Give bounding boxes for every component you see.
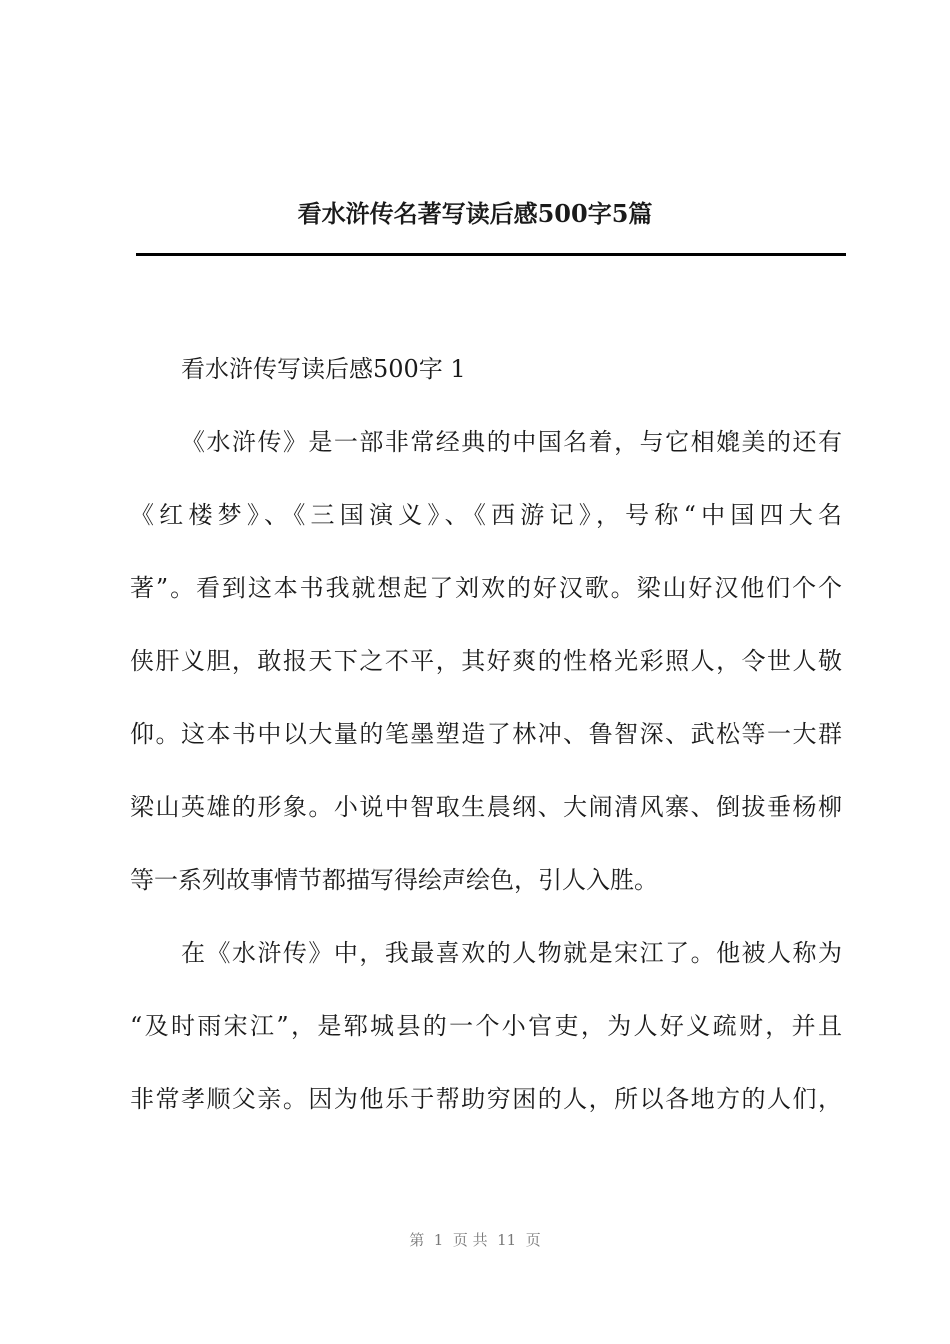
paragraph-1-line: 《水浒传》是一部非常经典的中国名着，与它相媲美的还有: [181, 428, 842, 456]
essay-heading: 看水浒传写读后感500字 1: [181, 355, 466, 383]
paragraph-1-line: 梁山英雄的形象。小说中智取生晨纲、大闹清风寨、倒拔垂杨柳: [130, 793, 842, 821]
paragraph-1-line: 侠肝义胆，敢报天下之不平，其好爽的性格光彩照人，令世人敬: [130, 647, 842, 675]
paragraph-1-line: 著”。看到这本书我就想起了刘欢的好汉歌。梁山好汉他们个个: [130, 574, 842, 602]
paragraph-1-line: 仰。这本书中以大量的笔墨塑造了林冲、鲁智深、武松等一大群: [130, 720, 842, 748]
paragraph-2-line: 在《水浒传》中，我最喜欢的人物就是宋江了。他被人称为: [181, 939, 842, 967]
paragraph-2-line: 非常孝顺父亲。因为他乐于帮助穷困的人，所以各地方的人们，: [130, 1085, 842, 1113]
paragraph-1-line: 《红楼梦》、《三国演义》、《西游记》，号称“中国四大名: [130, 501, 842, 529]
document-title: 看水浒传名著写读后感500字5篇: [297, 199, 653, 228]
paragraph-2-line: “及时雨宋江”，是郓城县的一个小官吏，为人好义疏财，并且: [130, 1012, 842, 1040]
paragraph-1-line: 等一系列故事情节都描写得绘声绘色，引人入胜。: [130, 866, 658, 894]
title-underline: [136, 253, 846, 256]
page-footer: 第 1 页 共 11 页: [409, 1231, 541, 1249]
